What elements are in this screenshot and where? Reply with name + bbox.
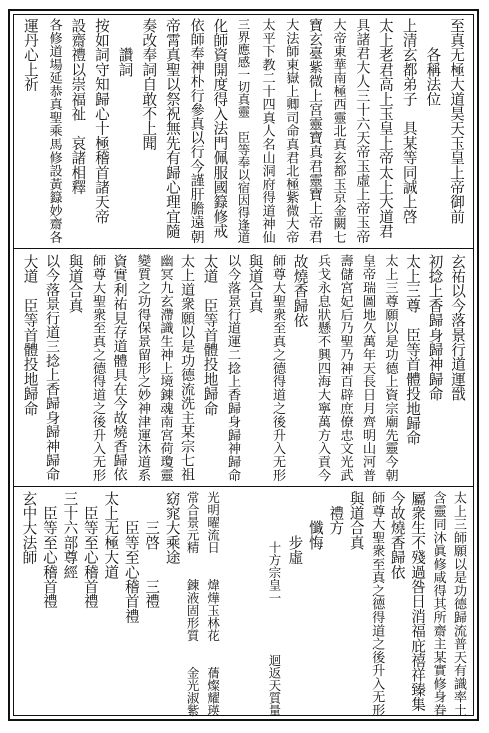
text-column: 屬衆生不殘過咎日消福庇禧祥臻集 — [409, 491, 427, 712]
text-column: 與道合真 — [246, 254, 264, 313]
text-column — [223, 491, 243, 717]
text-column: 太上三尊 臣等首體投地歸命 — [404, 254, 421, 446]
text-column: 十方宗皇一 迴返天質量 — [266, 491, 282, 717]
text-column: 皇帝瑞圖地久萬年天長日月齊明山河普 — [360, 254, 375, 482]
text-column: 太上三尊願以是功德上資宗廟先靈今朝 — [382, 254, 398, 482]
text-column: 大帝東華南極西靈北真玄都玉京金闕七 — [330, 18, 346, 244]
text-column: 以今落景行道三捻上香歸身歸神歸命 — [44, 254, 60, 482]
text-column: 變質之功得保景留形之妙神津運沐道系 — [135, 254, 150, 482]
text-column — [243, 491, 263, 717]
text-column: 師尊大聖衆至真之德得道之後升入无形 — [90, 254, 105, 482]
text-column: 寶玄臺紫微上宮靈寶真君靈寶上帝君 — [306, 18, 323, 244]
text-column: 臣等至心稽首禮 — [122, 491, 140, 624]
text-column: 資實利祐見存道體具在今故燒香歸依 — [111, 254, 128, 482]
text-column: 各稱法位 — [424, 18, 442, 107]
text-column: 玄祐以今落景行道運戩 — [449, 254, 466, 401]
panel-divider-1 — [13, 248, 474, 249]
text-column: 以今落景行道運二捻上香歸身歸神歸命 — [225, 254, 240, 482]
text-column: 今故燒香歸依 — [388, 491, 406, 580]
text-column: 依師奉神朴行參真以行今謹肝膽遠朝 — [188, 18, 205, 244]
text-column: 故燒香歸依 — [291, 254, 309, 328]
text-column: 讚詞 — [116, 18, 134, 77]
text-column: 太道 臣等首體投地歸命 — [201, 254, 219, 416]
text-column: 幽冥九玄滯識生神上境錬魂南宮荷瓊靈 — [157, 254, 173, 482]
text-column: 與道合真 — [347, 491, 365, 550]
text-column: 與道合真 — [66, 254, 84, 313]
text-column: 臣等至心稽首禮 — [40, 491, 58, 609]
text-column: 化師資開度得入法門佩服國籙修戒 — [211, 18, 229, 239]
text-column: 太上三師願以是功德歸流普天有識率土 — [451, 491, 466, 717]
text-column: 奏改奉詞自敢不上聞 — [140, 18, 158, 151]
text-column: 具諸君大人三十六天帝玉虛上帝玉帝 — [354, 18, 371, 244]
text-column: 上清玄都弟子 具某等同誠上啓 — [400, 18, 418, 224]
text-column: 大法師東嶽上卿司命真君北極紫微大帝 — [283, 18, 299, 244]
text-column: 兵戈永息狀懸不興四海大寧萬方入貢今 — [315, 254, 330, 482]
text-column: 臣等至心稽首禮 — [81, 491, 99, 609]
text-column: 壽儲宮妃后乃聖乃神百辟庶僚忠文光武 — [337, 254, 353, 482]
text-column: 初捻上香歸身歸神歸命 — [426, 254, 444, 401]
text-column: 太上道衆願以是功德流洗主某宗七祖 — [179, 254, 195, 482]
text-column: 帝霄真聖以祭祝無先有歸心理宜隨 — [163, 18, 181, 239]
text-column: 光明曜流日 煒燁玉林花 蒨燦耀瑛 — [205, 491, 221, 717]
text-column: 大道 臣等首體投地歸命 — [21, 254, 39, 416]
text-column: 師尊大聖衆至真之德得道之後升入无形 — [270, 254, 285, 482]
text-panel-bottom — [18, 491, 468, 717]
text-column: 窈窕大乘途 — [163, 491, 181, 565]
text-column: 師尊大聖衆至真之德得道之後升入无形 — [369, 491, 385, 717]
text-column: 含靈同沐眞修咸得其所齋主某實修身眷 — [430, 491, 446, 717]
text-column: 玄中大法師 — [20, 491, 38, 565]
text-column: 按如詞守知歸心十極稽首諸天帝 — [92, 18, 110, 224]
text-column: 太平下教二十四真人名山洞府得道神仙 — [259, 18, 275, 244]
text-column: 設齋禮以崇福祉 哀諸相釋 — [69, 18, 87, 195]
text-column: 至真无極大道昊天玉皇上帝御前 — [448, 18, 465, 224]
text-column: 步虛 — [286, 491, 304, 565]
text-column: 三啓 三禮 — [143, 491, 161, 609]
text-column: 三十六部尊經 — [61, 491, 79, 580]
text-column: 懺悔 — [306, 491, 324, 550]
text-panel-top — [18, 18, 468, 244]
text-column: 三界應感一切真靈 臣等奉以宿因得逢道 — [235, 18, 251, 244]
text-column: 各修道場延恭真聖乘馬修設黃籙妙齋各 — [46, 18, 62, 244]
text-column: 太上无極大道 — [102, 491, 120, 580]
text-column: 太上老君高上玉皇上帝太上大道君 — [376, 18, 394, 239]
text-column: 禮方 — [327, 491, 345, 536]
text-column: 常合景元精 錬液固形質 金光淑紫 — [185, 491, 201, 717]
text-panel-middle — [18, 254, 468, 482]
text-column: 運丹心上祈 — [21, 18, 39, 92]
panel-divider-2 — [13, 486, 474, 487]
